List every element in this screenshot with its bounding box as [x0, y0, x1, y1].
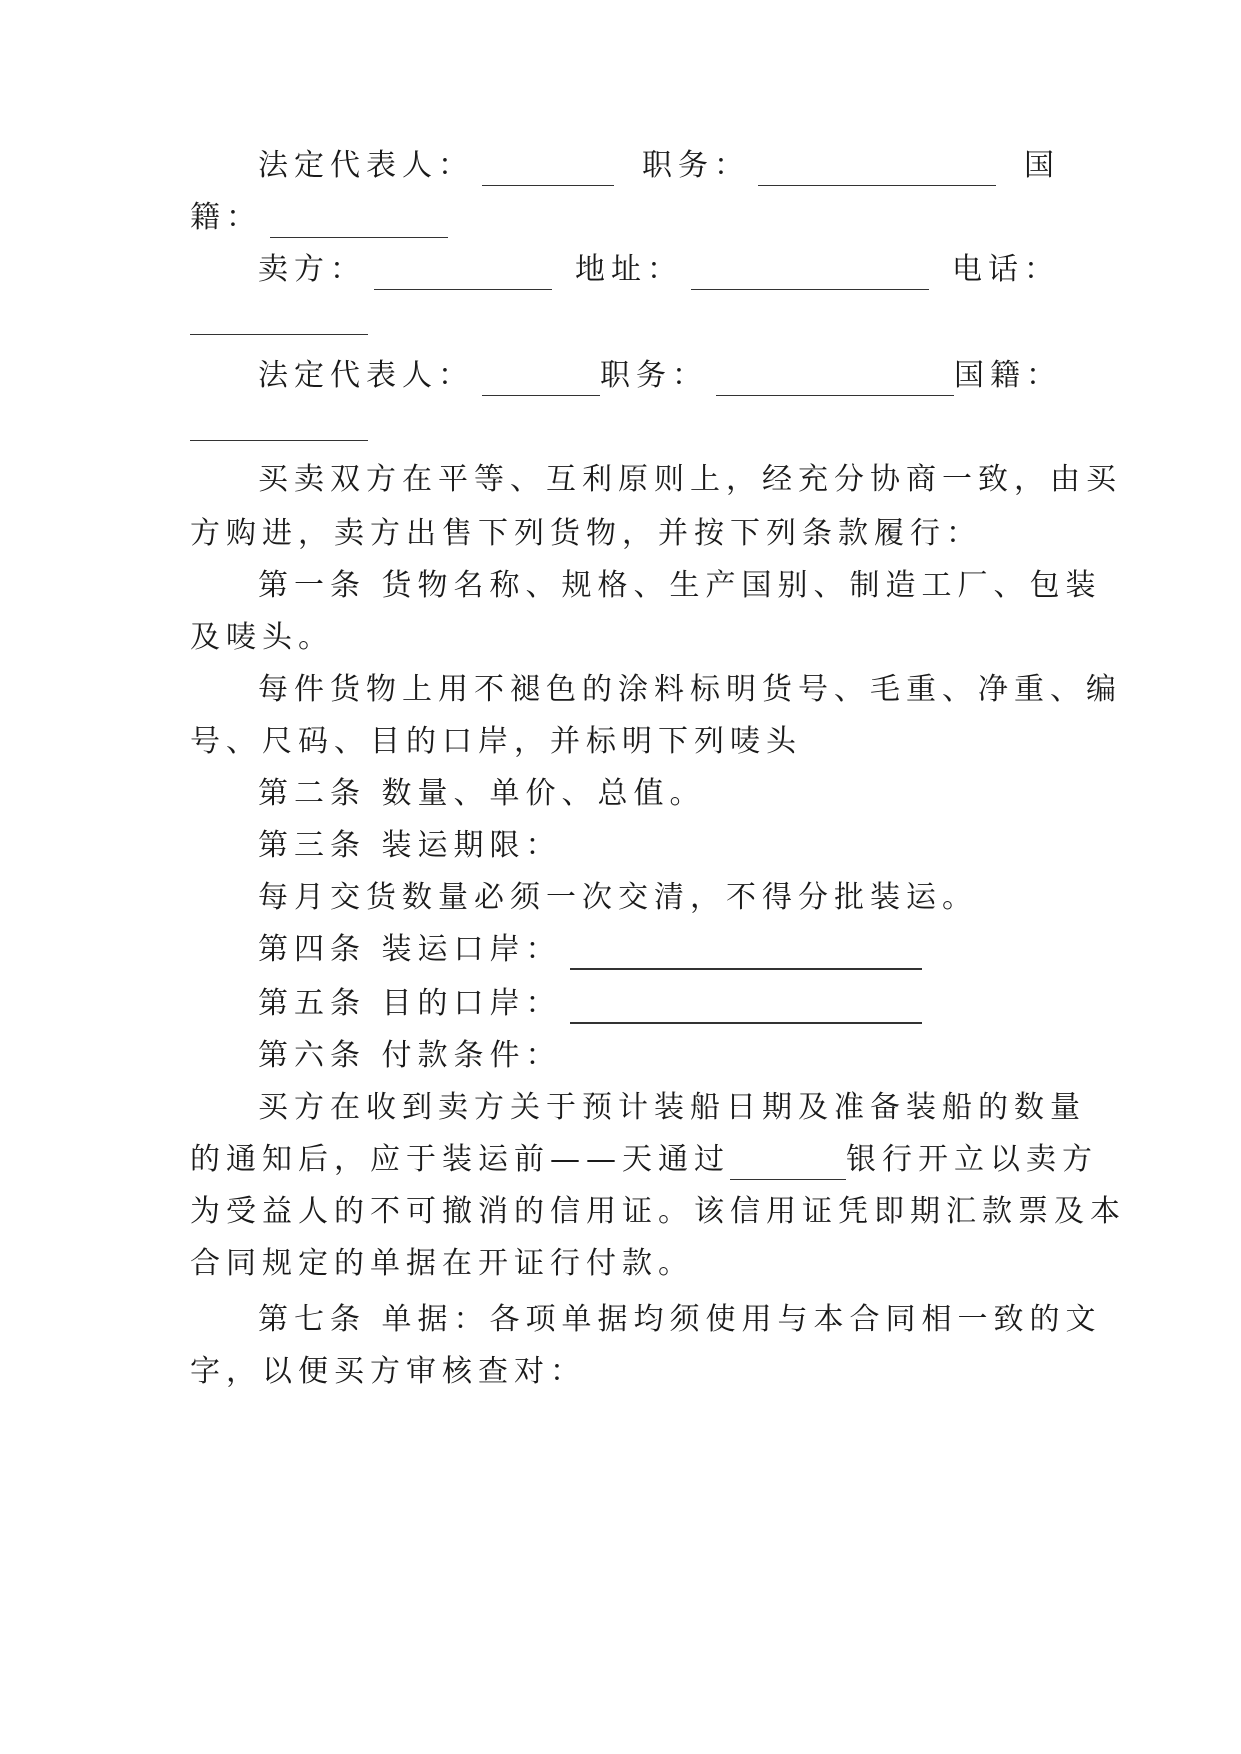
article1-line-2: 及唛头。 [190, 620, 334, 655]
position-blank[interactable] [758, 157, 996, 186]
payment-line-2 [190, 1140, 1098, 1180]
marking-line-2: 号、尺码、目的口岸，并标明下列唛头 [190, 724, 802, 759]
address-blank[interactable] [691, 261, 929, 290]
nationality-blank[interactable] [270, 209, 448, 238]
article7-line-1: 第七条 单据：各项单据均须使用与本合同相一致的文 [258, 1302, 1102, 1337]
loading-port-blank[interactable] [570, 950, 922, 970]
phone-blank-row [190, 306, 1060, 346]
seller-blank[interactable] [374, 261, 552, 290]
bank-name-blank[interactable] [730, 1151, 846, 1180]
payment-line-1: 买方在收到卖方关于预计装船日期及准备装船的数量 [258, 1090, 1086, 1125]
seller-legal-rep-label: 法定代表人： [258, 358, 474, 393]
article2: 第二条 数量、单价、总值。 [258, 776, 706, 811]
buyer-legal-rep-row [258, 146, 1060, 186]
payment-line-2-a: 的通知后，应于装运前——天通过 [190, 1142, 730, 1177]
article7-line-2: 字，以便买方审核查对： [190, 1354, 586, 1389]
position-label: 职务： [642, 148, 750, 183]
intro-line-2: 方购进，卖方出售下列货物，并按下列条款履行： [190, 516, 982, 551]
seller-row [258, 250, 1060, 290]
nationality-label-part1: 国 [1024, 148, 1060, 183]
seller-nationality-label: 国籍： [954, 358, 1062, 393]
payment-line-2-b: 银行开立以卖方 [846, 1142, 1098, 1177]
payment-line-3: 为受益人的不可撤消的信用证。该信用证凭即期汇款票及本 [190, 1194, 1126, 1229]
seller-position-blank[interactable] [716, 367, 954, 396]
article4-label: 第四条 装运口岸： [258, 932, 562, 967]
payment-line-4: 合同规定的单据在开证行付款。 [190, 1246, 694, 1281]
nationality-label-part2: 籍： [190, 200, 262, 235]
legal-rep-label: 法定代表人： [258, 148, 474, 183]
intro-line-1: 买卖双方在平等、互利原则上，经充分协商一致，由买 [258, 462, 1122, 497]
delivery-clause: 每月交货数量必须一次交清，不得分批装运。 [258, 880, 978, 915]
seller-nationality-blank[interactable] [190, 412, 368, 441]
address-label: 地址： [575, 252, 683, 287]
destination-port-blank[interactable] [570, 1004, 922, 1024]
marking-line-1: 每件货物上用不褪色的涂料标明货号、毛重、净重、编 [258, 672, 1122, 707]
seller-legal-rep-blank[interactable] [482, 367, 600, 396]
article4-row [258, 930, 1060, 970]
article3: 第三条 装运期限： [258, 828, 562, 863]
seller-position-label: 职务： [600, 358, 708, 393]
seller-nationality-blank-row [190, 412, 1060, 452]
article6: 第六条 付款条件： [258, 1038, 562, 1073]
seller-legal-rep-row [258, 356, 1060, 396]
buyer-nationality-row [190, 198, 1060, 238]
seller-label: 卖方： [258, 252, 366, 287]
phone-blank[interactable] [190, 306, 368, 335]
article5-row [258, 984, 1060, 1024]
article1-line-1: 第一条 货物名称、规格、生产国别、制造工厂、包装 [258, 568, 1102, 603]
phone-label: 电话： [952, 252, 1060, 287]
article5-label: 第五条 目的口岸： [258, 986, 562, 1021]
legal-rep-blank[interactable] [482, 157, 614, 186]
